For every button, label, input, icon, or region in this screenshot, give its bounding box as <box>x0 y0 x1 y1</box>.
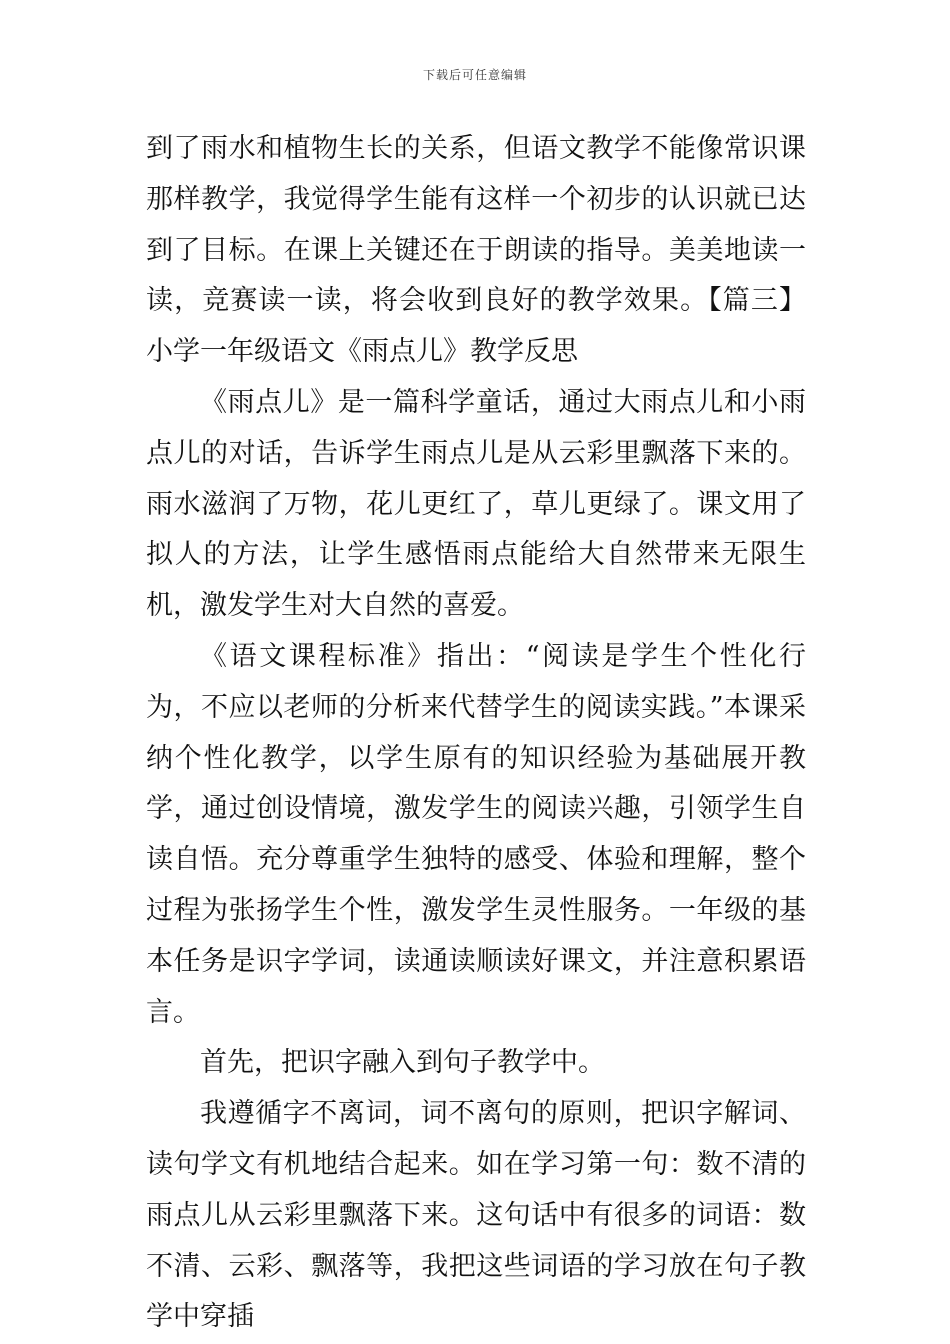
document-body <box>146 124 806 1343</box>
paragraph-4: 首先，把识字融入到句子教学中。 <box>200 1047 605 1079</box>
paragraph-5: 我遵循字不离词，词不离句的原则，把识字解词、读句学文有机地结合起来。如在学习第一句：数不清的雨点儿从云彩里飘落下来。这句话中有很多的词语：数不清、云彩、飘落等，我把这些词语的学习放在句子教学中穿插 <box>146 1098 806 1333</box>
paragraph-3: 《语文课程标准》指出：“阅读是学生个性化行为，不应以老师的分析来代替学生的阅读实践。”本课采纳个性化教学，以学生原有的知识经验为基础展开教学，通过创设情境，激发学生的阅读兴趣，引领学生自读自悟。充分尊重学生独特的感受、体验和理解，整个过程为张扬学生个性，激发学生灵性服务。一年级的基本任务是识字学词，读通读顺读好课文，并注意积累语言。 <box>146 640 806 1028</box>
page-header: 下载后可任意编辑 <box>422 68 527 82</box>
paragraph-1: 到了雨水和植物生长的关系，但语文教学不能像常识课那样教学，我觉得学生能有这样一个初步的认识就已达到了目标。在课上关键还在于朗读的指导。美美地读一读，竞赛读一读，将会收到良好的教学效果。【篇三】小学一年级语文《雨点儿》教学反思 <box>146 133 806 368</box>
paragraph-2: 《雨点儿》是一篇科学童话，通过大雨点儿和小雨点儿的对话，告诉学生雨点儿是从云彩里飘落下来的。雨水滋润了万物，花儿更红了，草儿更绿了。课文用了拟人的方法，让学生感悟雨点能给大自然带来无限生机，激发学生对大自然的喜爱。 <box>146 386 806 622</box>
